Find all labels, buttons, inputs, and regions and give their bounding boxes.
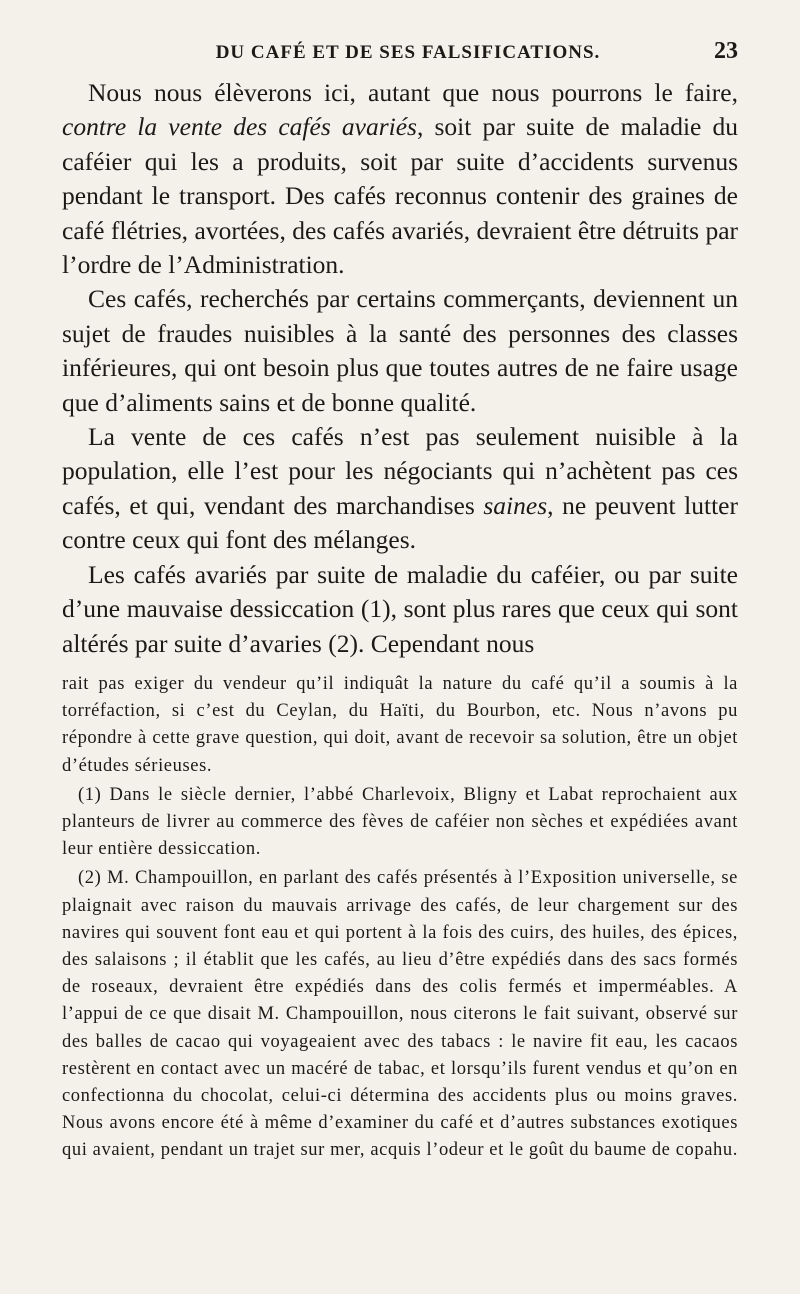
page-header: [62, 38, 738, 76]
paragraph-1-emphasis: contre la vente des cafés avariés: [62, 112, 417, 142]
paragraph-1-end: , soit par suite de maladie du caféier qui les a produits, soit par suite d’accidents survenus pendant le transport. Des cafés reconnus contenir des graines de café flétries, avortées, des cafés avariés, devraient être détruits par l’ordre de l’Administration.: [62, 112, 739, 280]
paragraph-1: [62, 76, 738, 282]
running-title: DU CAFÉ ET DE SES FALSIFICATIONS.: [215, 42, 601, 63]
paragraph-3-emphasis: saines: [483, 490, 548, 520]
paragraph-3-start: La vente de ces cafés n’est pas seulement nuisible à la population, elle l’est pour les négociants qui n’achètent pas ces cafés, et qui, vendant des marchandises: [62, 422, 738, 520]
footnotes: [62, 671, 738, 1165]
paragraph-3: [62, 420, 738, 558]
page-number: 23: [714, 38, 738, 64]
paragraph-4: Les cafés avariés par suite de maladie du caféier, ou par suite d’une mauvaise dessiccation (1), sont plus rares que ceux qui sont altérés par suite d’avaries (2). Cependant nous: [62, 559, 738, 658]
paragraph-3-end: , ne peuvent lutter contre ceux qui font des mélanges.: [62, 490, 738, 555]
footnote-2: (2) M. Champouillon, en parlant des cafés présentés à l’Exposition universelle, se plaignait avec raison du mauvais arrivage des cafés, de leur chargement sur des navires qui souvent font eau et qui portent à la fois des cuirs, des huiles, des épices, des salaisons ; il établit que les cafés, au lieu d’être expédiés dans des sacs formés de roseaux, devraient être expédiés dans des colis fermés et imperméables. A l’appui de ce que disait M. Champouillon, nous citerons le fait suivant, observé sur des balles de cacao qui voyageaient avec des tabacs : le navire fit eau, les cacaos restèrent en contact avec un macéré de tabac, et lorsqu’ils furent vendus et qu’on en confectionna du chocolat, celui-ci détermina des accidents plus ou moins graves. Nous avons encore été à même d’examiner du café et d’autres substances exotiques qui avaient, pendant un trajet sur mer, acquis l’odeur et le goût du baume de copahu.: [62, 868, 738, 1161]
paragraph-1-start: Nous nous élèverons ici, autant que nous pourrons le faire,: [88, 78, 738, 107]
footnote-continuation: rait pas exiger du vendeur qu’il indiquât la nature du café qu’il a soumis à la torréfaction, si c’est du Ceylan, du Haïti, du Bourbon, etc. Nous n’avons pu répondre à cette grave question, qui doit, avant de recevoir sa solution, être un objet d’études sérieuses.: [62, 673, 738, 776]
paragraph-2: Ces cafés, recherchés par certains commerçants, deviennent un sujet de fraudes nuisibles à la santé des personnes des classes inférieures, qui ont besoin plus que toutes autres de ne faire usage que d’aliments sains et de bonne qualité.: [62, 284, 738, 417]
footnote-1: (1) Dans le siècle dernier, l’abbé Charlevoix, Bligny et Labat reprochaient aux planteurs de livrer au commerce des fèves de caféier non sèches et expédiées avant leur entière dessiccation.: [62, 784, 738, 860]
main-text: [62, 76, 738, 661]
